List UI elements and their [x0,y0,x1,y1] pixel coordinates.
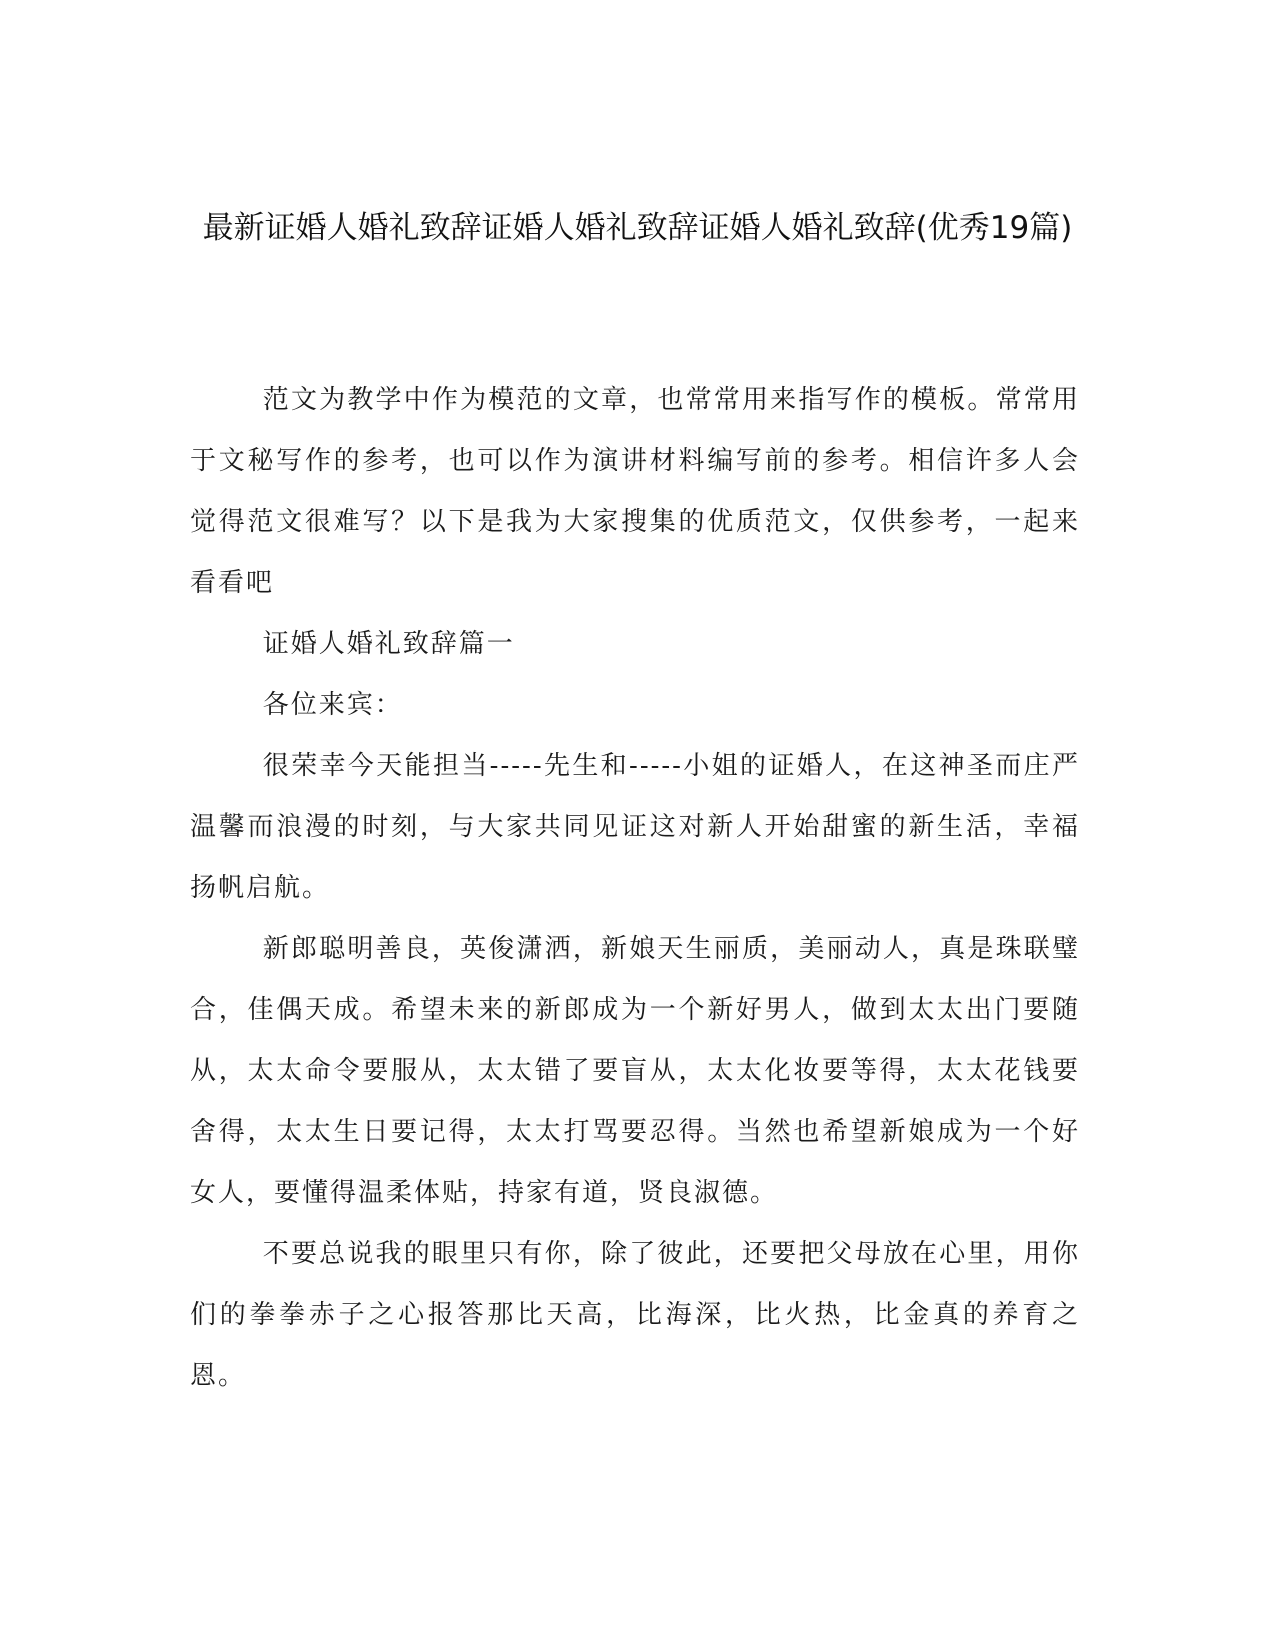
paragraph-couple: 新郎聪明善良，英俊潇洒，新娘天生丽质，美丽动人，真是珠联璧合，佳偶天成。希望未来的新郎成为一个新好男人，做到太太出门要随从，太太命令要服从，太太错了要盲从，太太化妆要等得，太太花钱要舍得，太太生日要记得，太太打骂要忍得。当然也希望新娘成为一个好女人，要懂得温柔体贴，持家有道，贤良淑德。 [190,934,1080,1208]
document-title: 最新证婚人婚礼致辞证婚人婚礼致辞证婚人婚礼致辞(优秀19篇) [202,210,1073,246]
document-body [190,370,1080,1407]
paragraph-intro: 范文为教学中作为模范的文章，也常常用来指写作的模板。常常用于文秘写作的参考，也可以作为演讲材料编写前的参考。相信许多人会觉得范文很难写？以下是我为大家搜集的优质范文，仅供参考，一起来看看吧 [190,385,1080,598]
paragraph-parents: 不要总说我的眼里只有你，除了彼此，还要把父母放在心里，用你们的拳拳赤子之心报答那比天高，比海深，比火热，比金真的养育之恩。 [190,1239,1080,1391]
paragraph-opening: 很荣幸今天能担当-----先生和-----小姐的证婚人，在这神圣而庄严温馨而浪漫的时刻，与大家共同见证这对新人开始甜蜜的新生活，幸福扬帆启航。 [190,751,1080,903]
salutation: 各位来宾： [262,690,403,720]
section-heading: 证婚人婚礼致辞篇一 [262,629,515,659]
